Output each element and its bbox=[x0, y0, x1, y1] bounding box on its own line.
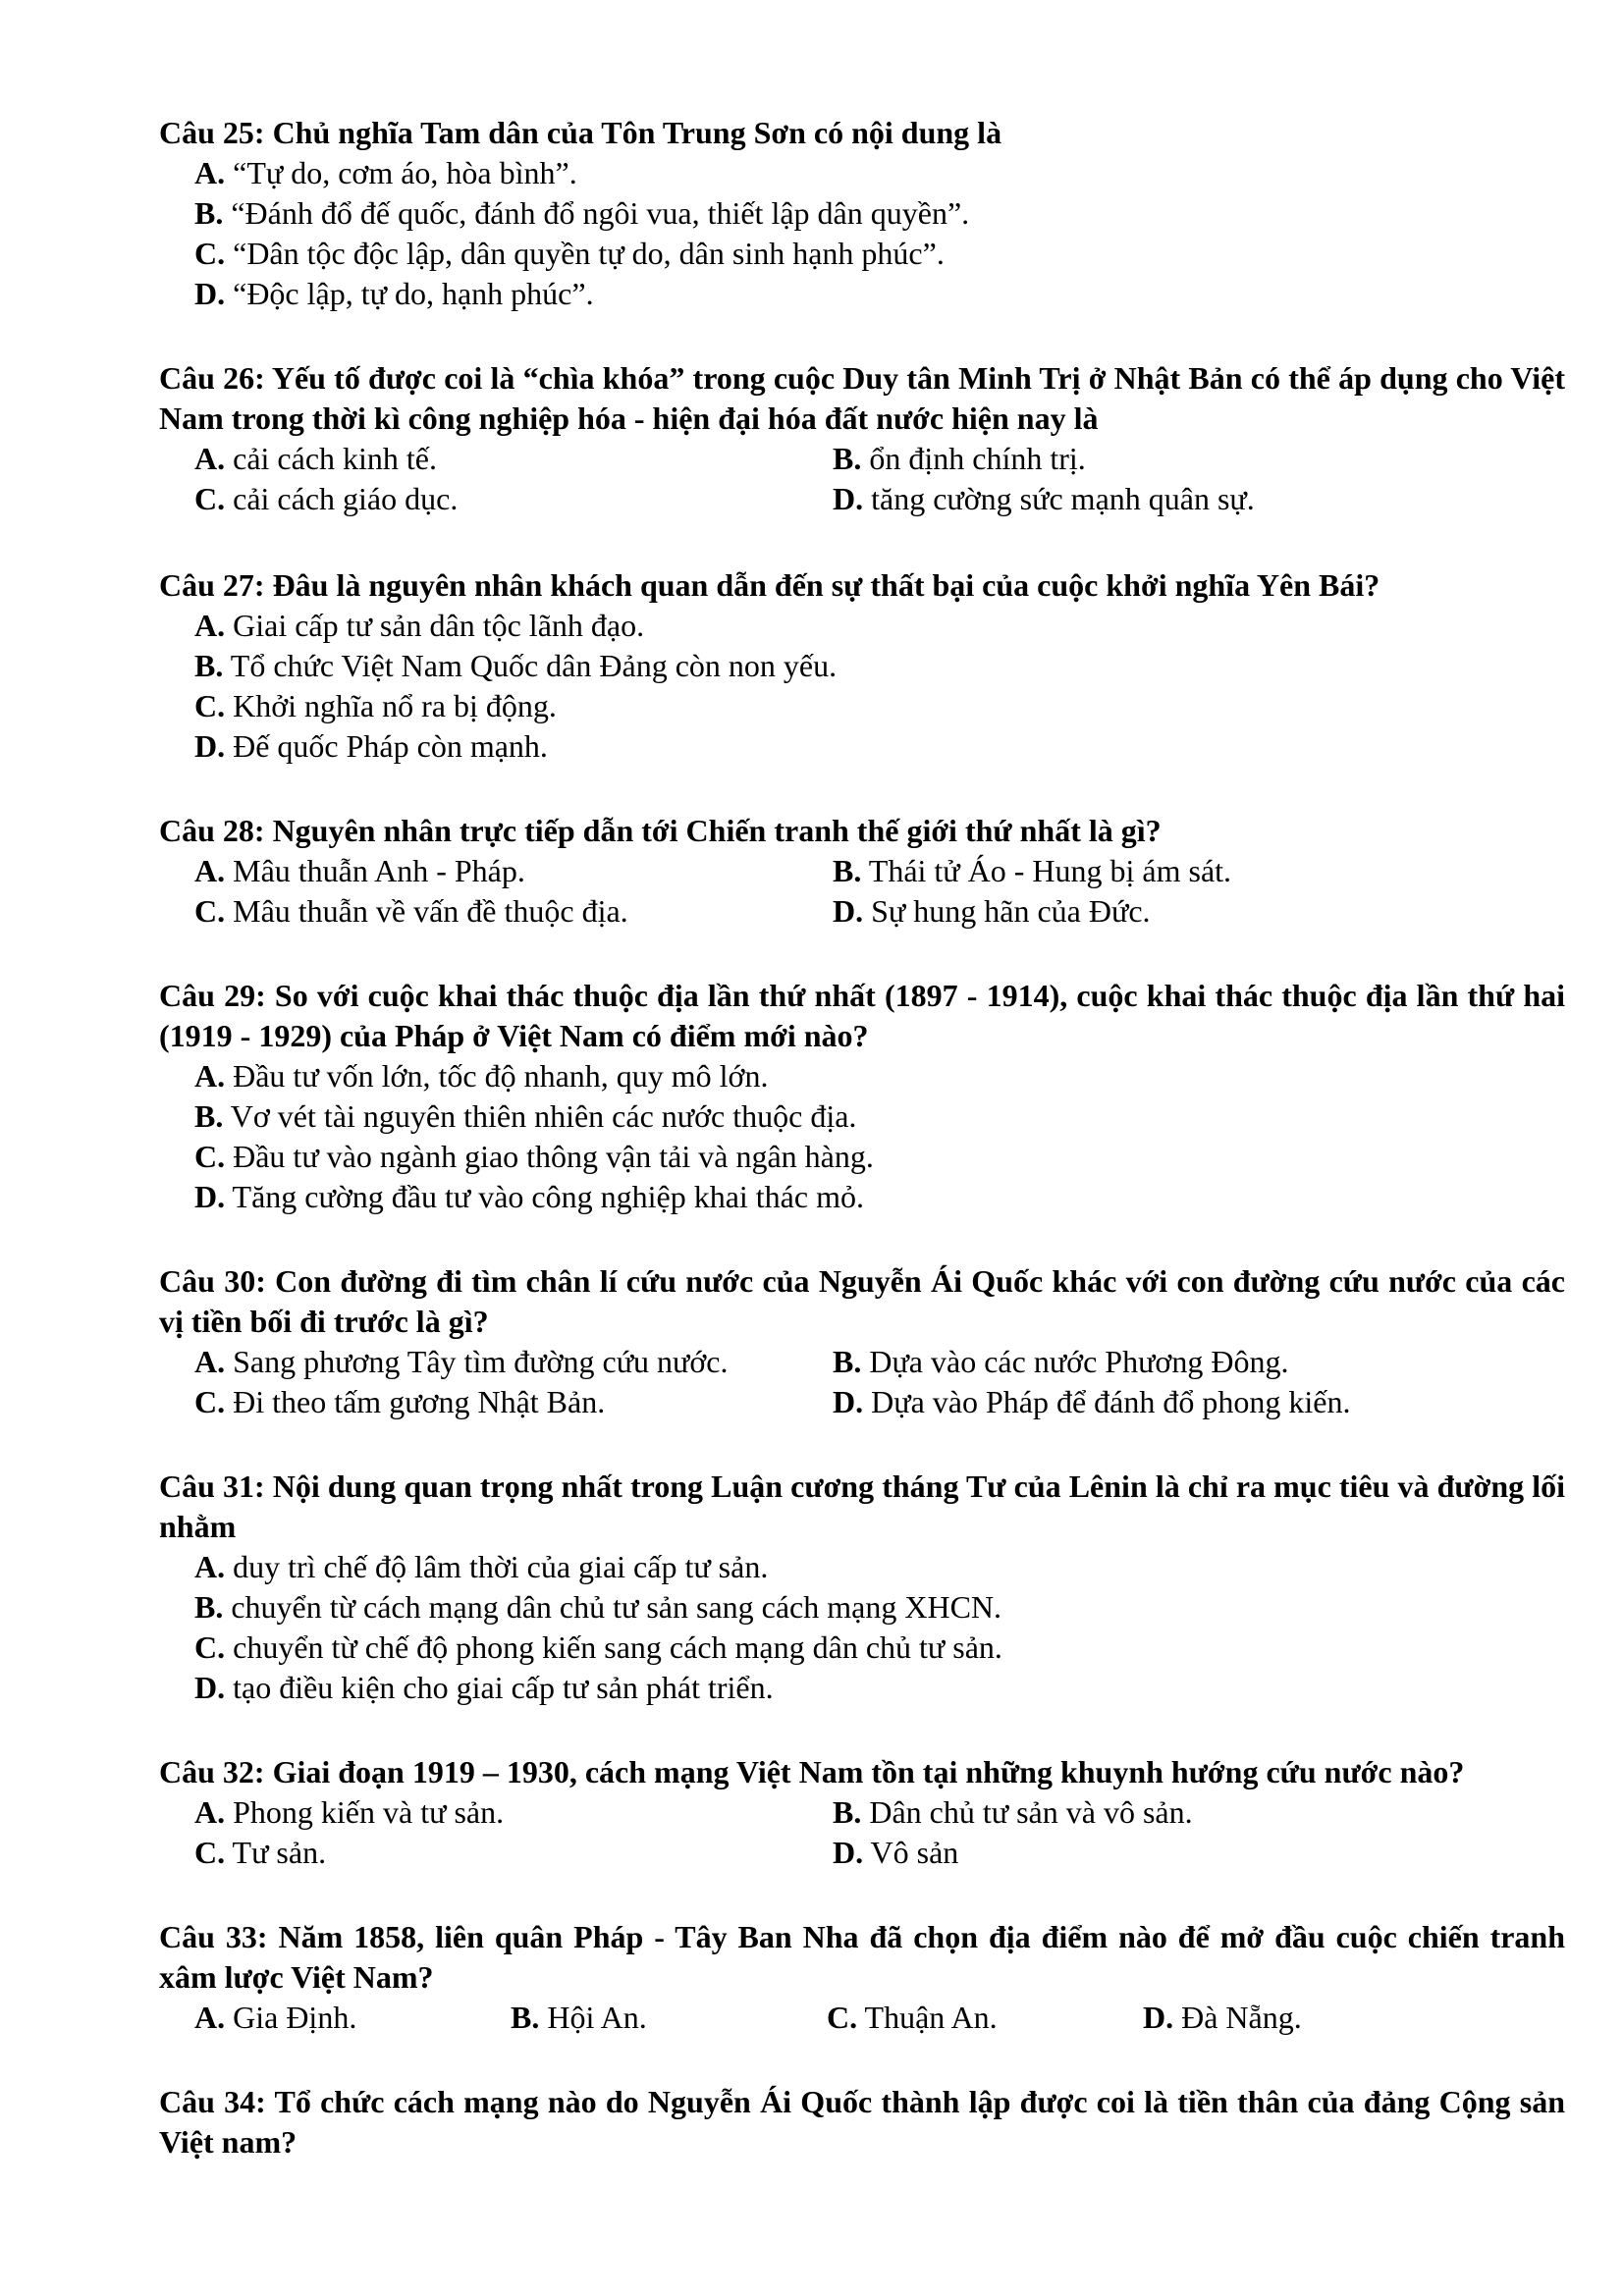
option-letter: B. bbox=[194, 1098, 224, 1134]
options-row bbox=[194, 1382, 1565, 1422]
answer-option bbox=[194, 439, 833, 479]
option-text: Dân chủ tư sản và vô sản. bbox=[869, 1794, 1193, 1830]
option-text: “Độc lập, tự do, hạnh phúc”. bbox=[233, 276, 594, 311]
answer-options bbox=[194, 1342, 1565, 1422]
option-letter: A. bbox=[194, 1794, 226, 1830]
option-letter: B. bbox=[833, 441, 862, 476]
answer-option bbox=[827, 1998, 1143, 2038]
answer-option bbox=[194, 1382, 833, 1422]
question-stem bbox=[159, 1752, 1565, 1792]
answer-option bbox=[194, 646, 837, 686]
question-33 bbox=[159, 1917, 1565, 2038]
options-row bbox=[194, 234, 1565, 274]
option-text: Mâu thuẫn về vấn đề thuộc địa. bbox=[233, 893, 628, 929]
option-letter: C. bbox=[194, 688, 226, 723]
option-letter: C. bbox=[827, 2000, 858, 2035]
option-text: Đà Nẵng. bbox=[1181, 2000, 1302, 2035]
option-letter: A. bbox=[194, 1344, 226, 1379]
answer-option bbox=[194, 1137, 874, 1177]
option-text: tăng cường sức mạnh quân sự. bbox=[871, 481, 1255, 516]
option-letter: B. bbox=[511, 2000, 540, 2035]
question-stem bbox=[159, 113, 1565, 153]
options-row bbox=[194, 1628, 1565, 1668]
option-letter: A. bbox=[194, 155, 226, 190]
question-number: Câu 30: bbox=[159, 1263, 266, 1299]
answer-option bbox=[833, 1792, 1193, 1833]
answer-option bbox=[194, 726, 548, 767]
options-row bbox=[194, 1668, 1565, 1708]
question-25 bbox=[159, 113, 1565, 314]
options-row bbox=[194, 851, 1565, 891]
option-letter: D. bbox=[833, 1384, 864, 1419]
question-stem bbox=[159, 565, 1565, 606]
option-letter: B. bbox=[833, 853, 862, 888]
question-number: Câu 33: bbox=[159, 1919, 268, 1954]
option-text: Mâu thuẫn Anh - Pháp. bbox=[233, 853, 525, 888]
answer-option bbox=[1143, 1998, 1459, 2038]
answer-option bbox=[194, 274, 594, 314]
option-text: Thái tử Áo - Hung bị ám sát. bbox=[868, 853, 1232, 888]
answer-options bbox=[194, 439, 1565, 519]
question-text: Yếu tố được coi là “chìa khóa” trong cuộc Duy tân Minh Trị ở Nhật Bản có thể áp dụng cho Việt Nam trong thời kì công nghiệp hóa - hiện đại hóa đất nước hiện nay là bbox=[159, 360, 1566, 436]
option-text: Giai cấp tư sản dân tộc lãnh đạo. bbox=[233, 608, 645, 643]
option-text: ổn định chính trị. bbox=[869, 441, 1086, 476]
option-letter: D. bbox=[833, 893, 864, 929]
option-letter: C. bbox=[194, 481, 226, 516]
option-text: Dựa vào Pháp để đánh đổ phong kiến. bbox=[871, 1384, 1351, 1419]
option-text: Phong kiến và tư sản. bbox=[233, 1794, 505, 1830]
question-number: Câu 29: bbox=[159, 978, 266, 1013]
option-letter: C. bbox=[194, 1139, 226, 1174]
option-text: Sang phương Tây tìm đường cứu nước. bbox=[233, 1344, 729, 1379]
answer-options bbox=[194, 851, 1565, 932]
question-text: Nội dung quan trọng nhất trong Luận cương tháng Tư của Lênin là chỉ ra mục tiêu và đường lối nhằm bbox=[159, 1468, 1566, 1544]
option-text: “Dân tộc độc lập, dân quyền tự do, dân sinh hạnh phúc”. bbox=[233, 236, 945, 271]
option-letter: D. bbox=[1143, 2000, 1174, 2035]
option-text: “Tự do, cơm áo, hòa bình”. bbox=[233, 155, 577, 190]
question-text: Con đường đi tìm chân lí cứu nước của Nguyễn Ái Quốc khác với con đường cứu nước của các vị tiền bối đi trước là gì? bbox=[159, 1263, 1566, 1339]
option-text: Đế quốc Pháp còn mạnh. bbox=[233, 728, 548, 764]
option-letter: C. bbox=[194, 893, 226, 929]
question-stem bbox=[159, 976, 1565, 1056]
option-letter: A. bbox=[194, 1058, 226, 1094]
answer-option bbox=[194, 1833, 833, 1873]
option-text: cải cách giáo dục. bbox=[233, 481, 459, 516]
answer-option bbox=[194, 153, 577, 193]
option-text: Gia Định. bbox=[233, 2000, 357, 2035]
option-letter: C. bbox=[194, 236, 226, 271]
answer-option bbox=[833, 1833, 958, 1873]
answer-option bbox=[194, 606, 644, 646]
question-30 bbox=[159, 1261, 1565, 1422]
option-text: Thuận An. bbox=[864, 2000, 998, 2035]
option-letter: B. bbox=[194, 648, 224, 683]
options-row bbox=[194, 1342, 1565, 1382]
answer-option bbox=[194, 479, 833, 519]
answer-option bbox=[833, 479, 1255, 519]
question-stem bbox=[159, 1917, 1565, 1998]
answer-option bbox=[194, 851, 833, 891]
question-number: Câu 26: bbox=[159, 360, 265, 396]
question-number: Câu 32: bbox=[159, 1754, 265, 1789]
answer-option bbox=[194, 1998, 511, 2038]
options-row bbox=[194, 479, 1565, 519]
option-letter: D. bbox=[194, 728, 226, 764]
options-row bbox=[194, 193, 1565, 234]
question-number: Câu 27: bbox=[159, 567, 265, 603]
question-stem bbox=[159, 811, 1565, 851]
option-text: chuyển từ cách mạng dân chủ tư sản sang cách mạng XHCN. bbox=[231, 1589, 1002, 1625]
answer-option bbox=[194, 1342, 833, 1382]
answer-options bbox=[194, 1056, 1565, 1217]
options-row bbox=[194, 153, 1565, 193]
options-row bbox=[194, 439, 1565, 479]
option-text: cải cách kinh tế. bbox=[233, 441, 437, 476]
option-letter: B. bbox=[194, 1589, 224, 1625]
question-32 bbox=[159, 1752, 1565, 1873]
option-letter: B. bbox=[194, 195, 224, 231]
option-text: Đi theo tấm gương Nhật Bản. bbox=[233, 1384, 606, 1419]
option-letter: D. bbox=[194, 1179, 226, 1214]
option-text: Tư sản. bbox=[232, 1835, 327, 1870]
answer-option bbox=[194, 1177, 864, 1217]
option-text: Tổ chức Việt Nam Quốc dân Đảng còn non yếu. bbox=[230, 648, 838, 683]
exam-page bbox=[159, 113, 1565, 2163]
option-letter: D. bbox=[833, 1835, 864, 1870]
option-text: “Đánh đổ đế quốc, đánh đổ ngôi vua, thiết lập dân quyền”. bbox=[231, 195, 970, 231]
question-number: Câu 25: bbox=[159, 115, 265, 150]
question-stem bbox=[159, 1467, 1565, 1547]
question-29 bbox=[159, 976, 1565, 1217]
option-letter: B. bbox=[833, 1794, 862, 1830]
option-letter: A. bbox=[194, 608, 226, 643]
answer-options bbox=[194, 153, 1565, 314]
question-stem bbox=[159, 358, 1565, 439]
answer-option bbox=[833, 891, 1151, 932]
answer-option bbox=[194, 686, 557, 726]
question-text: Đâu là nguyên nhân khách quan dẫn đến sự thất bại của cuộc khởi nghĩa Yên Bái? bbox=[272, 567, 1380, 603]
options-row bbox=[194, 686, 1565, 726]
options-row bbox=[194, 1998, 1565, 2038]
options-row bbox=[194, 726, 1565, 767]
options-row bbox=[194, 1792, 1565, 1833]
option-letter: D. bbox=[194, 276, 226, 311]
question-text: Năm 1858, liên quân Pháp - Tây Ban Nha đã chọn địa điểm nào để mở đầu cuộc chiến tranh xâm lược Việt Nam? bbox=[159, 1919, 1566, 1995]
options-row bbox=[194, 606, 1565, 646]
answer-option bbox=[833, 439, 1086, 479]
question-text: So với cuộc khai thác thuộc địa lần thứ nhất (1897 - 1914), cuộc khai thác thuộc địa lần thứ hai (1919 - 1929) của Pháp ở Việt Nam có điểm mới nào? bbox=[159, 978, 1566, 1053]
option-text: Tăng cường đầu tư vào công nghiệp khai thác mỏ. bbox=[232, 1179, 864, 1214]
option-letter: A. bbox=[194, 1549, 226, 1584]
option-text: Đầu tư vốn lớn, tốc độ nhanh, quy mô lớn. bbox=[233, 1058, 769, 1094]
option-letter: D. bbox=[833, 481, 864, 516]
options-row bbox=[194, 1833, 1565, 1873]
options-row bbox=[194, 646, 1565, 686]
options-row bbox=[194, 891, 1565, 932]
option-text: Vô sản bbox=[870, 1835, 959, 1870]
answer-option bbox=[194, 1096, 856, 1137]
question-stem bbox=[159, 2082, 1565, 2163]
option-letter: C. bbox=[194, 1384, 226, 1419]
question-26 bbox=[159, 358, 1565, 519]
question-text: Chủ nghĩa Tam dân của Tôn Trung Sơn có nội dung là bbox=[272, 115, 1002, 150]
answer-option bbox=[833, 1382, 1350, 1422]
answer-option bbox=[194, 1056, 768, 1096]
option-letter: C. bbox=[194, 1835, 226, 1870]
question-27 bbox=[159, 565, 1565, 767]
option-letter: A. bbox=[194, 2000, 226, 2035]
option-text: Đầu tư vào ngành giao thông vận tải và ngân hàng. bbox=[233, 1139, 874, 1174]
answer-options bbox=[194, 606, 1565, 767]
question-number: Câu 28: bbox=[159, 813, 265, 848]
question-28 bbox=[159, 811, 1565, 932]
options-row bbox=[194, 1096, 1565, 1137]
option-text: Dựa vào các nước Phương Đông. bbox=[869, 1344, 1289, 1379]
option-text: Khởi nghĩa nổ ra bị động. bbox=[233, 688, 557, 723]
question-text: Giai đoạn 1919 – 1930, cách mạng Việt Nam tồn tại những khuynh hướng cứu nước nào? bbox=[272, 1754, 1465, 1789]
question-text: Nguyên nhân trực tiếp dẫn tới Chiến tranh thế giới thứ nhất là gì? bbox=[272, 813, 1162, 848]
option-letter: B. bbox=[833, 1344, 862, 1379]
answer-option bbox=[833, 851, 1231, 891]
question-number: Câu 31: bbox=[159, 1468, 265, 1504]
option-letter: D. bbox=[194, 1670, 226, 1705]
options-row bbox=[194, 1056, 1565, 1096]
option-text: chuyển từ chế độ phong kiến sang cách mạng dân chủ tư sản. bbox=[233, 1629, 1002, 1665]
option-text: Sự hung hãn của Đức. bbox=[871, 893, 1151, 929]
options-row bbox=[194, 274, 1565, 314]
answer-option bbox=[194, 1792, 833, 1833]
question-number: Câu 34: bbox=[159, 2084, 266, 2119]
option-text: Vơ vét tài nguyên thiên nhiên các nước thuộc địa. bbox=[230, 1098, 857, 1134]
option-letter: A. bbox=[194, 441, 226, 476]
option-text: Hội An. bbox=[547, 2000, 647, 2035]
question-31 bbox=[159, 1467, 1565, 1708]
question-text: Tổ chức cách mạng nào do Nguyễn Ái Quốc thành lập được coi là tiền thân của đảng Cộng sản Việt nam? bbox=[159, 2084, 1566, 2160]
option-text: tạo điều kiện cho giai cấp tư sản phát triển. bbox=[233, 1670, 774, 1705]
answer-option bbox=[194, 234, 945, 274]
answer-option bbox=[194, 193, 969, 234]
option-text: duy trì chế độ lâm thời của giai cấp tư sản. bbox=[233, 1549, 769, 1584]
options-row bbox=[194, 1587, 1565, 1628]
option-letter: C. bbox=[194, 1629, 226, 1665]
options-row bbox=[194, 1137, 1565, 1177]
answer-option bbox=[194, 891, 833, 932]
options-row bbox=[194, 1177, 1565, 1217]
answer-options bbox=[194, 1998, 1565, 2038]
answer-option bbox=[833, 1342, 1288, 1382]
answer-option bbox=[194, 1587, 1001, 1628]
answer-option bbox=[511, 1998, 827, 2038]
answer-options bbox=[194, 1547, 1565, 1708]
answer-option bbox=[194, 1668, 774, 1708]
answer-option bbox=[194, 1547, 768, 1587]
option-letter: A. bbox=[194, 853, 226, 888]
options-row bbox=[194, 1547, 1565, 1587]
question-stem bbox=[159, 1261, 1565, 1342]
answer-option bbox=[194, 1628, 1002, 1668]
answer-options bbox=[194, 1792, 1565, 1873]
question-34 bbox=[159, 2082, 1565, 2163]
